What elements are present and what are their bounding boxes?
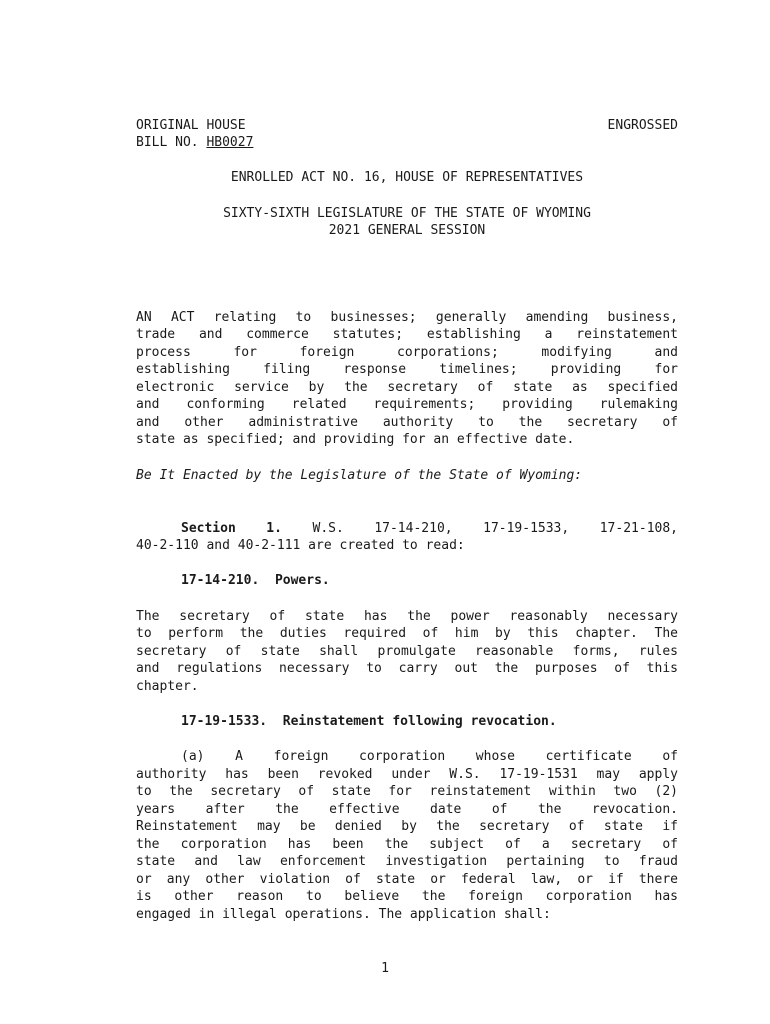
original-house-label: ORIGINAL HOUSE xyxy=(136,118,246,133)
bill-number-row xyxy=(136,134,678,151)
powers-text-line: secretary of state shall promulgate reasonable forms, rules xyxy=(136,644,678,659)
heading-number: 17-14-210. xyxy=(181,573,260,588)
act-intro-line: and conforming related requirements; providing rulemaking xyxy=(136,397,678,412)
act-intro-line: establishing filing response timelines; providing for xyxy=(136,362,678,377)
powers-text-line: and regulations necessary to carry out the purposes of this xyxy=(136,661,678,676)
heading-title: Powers. xyxy=(274,573,330,588)
reinstatement-text-line: or any other violation of state or federal law, or if there xyxy=(136,872,678,887)
heading-number: 17-19-1533. xyxy=(181,714,268,729)
act-intro-line: process for foreign corporations; modifying and xyxy=(136,345,678,360)
bill-no-label: BILL NO. xyxy=(136,135,199,150)
engrossed-label: ENGROSSED xyxy=(607,118,678,133)
engrossed-label-row xyxy=(136,117,678,134)
bill-number-link: HB0027 xyxy=(206,135,254,150)
reinstatement-text-line: years after the effective date of the revocation. xyxy=(136,802,678,817)
heading-title: Reinstatement following revocation. xyxy=(282,714,557,729)
page-number: 1 xyxy=(381,961,389,976)
reinstatement-text-line: authority has been revoked under W.S. 17-19-1531 may apply xyxy=(136,767,678,782)
act-intro-line: trade and commerce statutes; establishing a reinstatement xyxy=(136,327,678,342)
session-title: 2021 GENERAL SESSION xyxy=(328,223,486,238)
section-1-line xyxy=(136,520,678,537)
act-intro-line: AN ACT relating to businesses; generally amending business, xyxy=(136,310,678,325)
reinstatement-text-line: engaged in illegal operations. The application shall: xyxy=(136,907,551,922)
act-intro-line: and other administrative authority to the secretary of xyxy=(136,415,678,430)
act-intro-line: state as specified; and providing for an effective date. xyxy=(136,432,575,447)
reinstatement-text-line: Reinstatement may be denied by the secretary of state if xyxy=(136,819,678,834)
enacting-clause: Be It Enacted by the Legislature of the State of Wyoming: xyxy=(136,468,583,483)
reinstatement-text-line: to the secretary of state for reinstatement within two (2) xyxy=(136,784,678,799)
reinstatement-text-line: state and law enforcement investigation pertaining to fraud xyxy=(136,854,678,869)
reinstatement-text-line: is other reason to believe the foreign corporation has xyxy=(136,889,678,904)
powers-text-line: The secretary of state has the power reasonably necessary xyxy=(136,609,678,624)
section-heading-17-19-1533 xyxy=(136,713,678,730)
act-intro-line: electronic service by the secretary of state as specified xyxy=(136,380,678,395)
powers-text-line: to perform the duties required of him by this chapter. The xyxy=(136,626,678,641)
reinstatement-text-line: the corporation has been the subject of a secretary of xyxy=(136,837,678,852)
section-1-line-2: 40-2-110 and 40-2-111 are created to read: xyxy=(136,538,465,553)
enrolled-act-title: ENROLLED ACT NO. 16, HOUSE OF REPRESENTATIVES xyxy=(230,170,584,185)
reinstatement-text-line: (a) A foreign corporation whose certificate of xyxy=(181,749,678,764)
powers-text-line: chapter. xyxy=(136,679,199,694)
legislature-title: SIXTY-SIXTH LEGISLATURE OF THE STATE OF WYOMING xyxy=(223,206,591,221)
section-1-label: Section 1. xyxy=(181,521,282,536)
section-heading-17-14-210 xyxy=(136,572,678,589)
section-1-text: W.S. 17-14-210, 17-19-1533, 17-21-108, xyxy=(312,521,678,536)
